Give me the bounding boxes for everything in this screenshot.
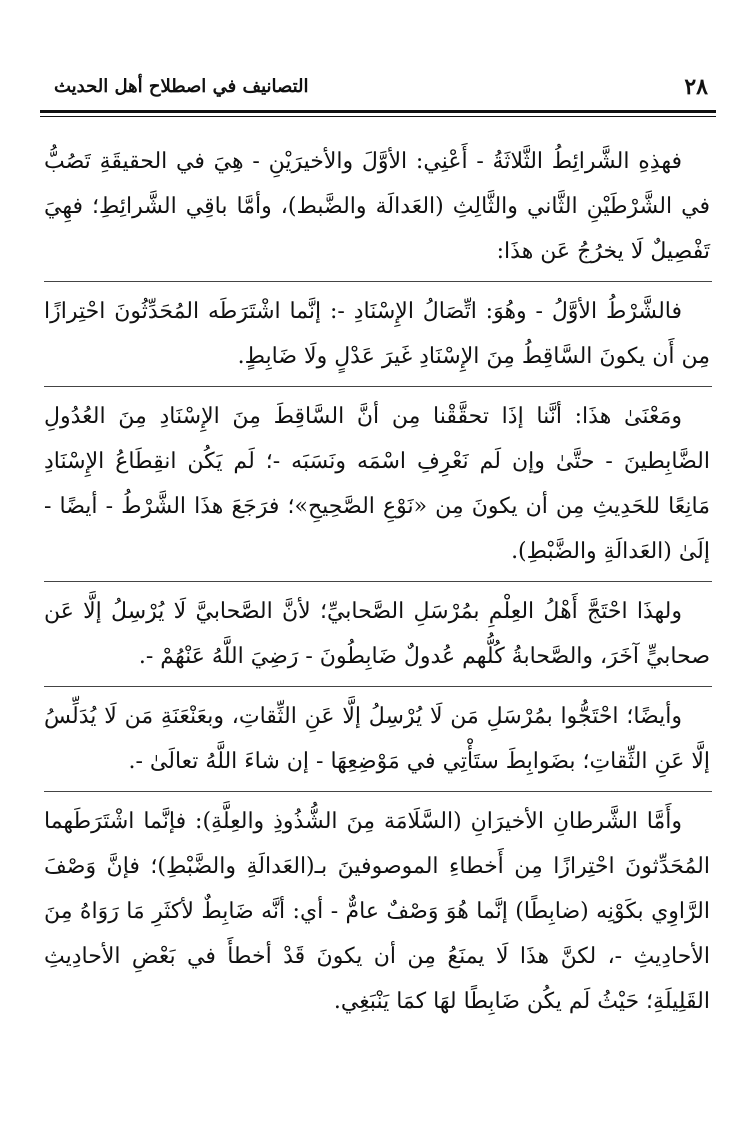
- paragraph-5: وأيضًا؛ احْتَجُّوا بمُرْسَلِ مَن لَا يُرْسِلُ إلَّا عَنِ الثِّقاتِ، وبعَنْعَنَةِ مَن لَا يُدَلِّسُ إلَّا عَنِ الثِّقاتِ؛ بضَوابِطَ ستَأْتِي في مَوْضِعِهَا - إن شاءَ اللَّهُ تعالَىٰ -.: [44, 704, 710, 774]
- paragraph-divider: [44, 281, 712, 282]
- paragraph-divider: [44, 791, 712, 792]
- paragraph-divider: [44, 581, 712, 582]
- paragraph-3: ومَعْنَىٰ هذَا: أنَّنا إذَا تحقَّقْنا مِن أنَّ السَّاقِطَ مِنَ الإِسْنَادِ مِنَ العُدُولِ الضَّابِطينَ - حتَّىٰ وإن لَم نَعْرِفِ اسْمَه ونَسَبَه -؛ لَم يَكُن انقِطَاعُ الإِسْنَادِ مَانِعًا للحَدِيثِ مِن أن يكونَ مِن «نَوْعِ الصَّحِيحِ»؛ فرَجَعَ هذَا الشَّرْطُ - أيضًا - إلَىٰ (العَدالَةِ والضَّبْطِ).: [44, 404, 711, 564]
- paragraph-2: فالشَّرْطُ الأوَّلُ - وهُوَ: اتِّصَالُ الإِسْنَادِ -: إنَّما اشْتَرَطَه المُحَدِّثُونَ احْتِرازًا مِن أَن يكونَ السَّاقِطُ مِنَ الإِسْنَادِ غَيرَ عَدْلٍ ولَا ضَابِطٍ.: [44, 299, 710, 369]
- book-page: [40, 70, 716, 1024]
- paragraph-1: فهذِهِ الشَّرائِطُ الثَّلاثَةُ - أَعْنِي: الأوَّلَ والأخيرَيْنِ - هِيَ في الحقيقَةِ تَصُبُّ في الشَّرْطَيْنِ الثَّاني والثَّالِثِ (العَدالَة والضَّبط)، وأمَّا باقِي الشَّرائِطِ؛ فهِيَ تَفْصِيلٌ لَا يخرُجُ عَن هذَا:: [44, 149, 710, 264]
- page-number: ٢٨: [684, 74, 708, 100]
- paragraph-divider: [44, 386, 712, 387]
- running-title: التصانيف في اصطلاح أهل الحديث: [54, 76, 309, 97]
- paragraph-divider: [44, 686, 712, 687]
- paragraph-4: ولهذَا احْتَجَّ أَهْلُ العِلْمِ بمُرْسَلِ الصَّحابيِّ؛ لأنَّ الصَّحابيَّ لَا يُرْسِلُ إلَّا عَن صحابيٍّ آخَرَ، والصَّحابةُ كُلُّهم عُدولٌ ضَابِطُونَ - رَضِيَ اللَّهُ عَنْهُمْ -.: [44, 599, 710, 669]
- header-rule-thick: [40, 110, 716, 113]
- page-header: [40, 70, 716, 110]
- paragraph-6: وأَمَّا الشَّرطانِ الأخيرَانِ (السَّلَامَة مِنَ الشُّذُوذِ والعِلَّةِ): فإنَّما اشْتَرَطَهما المُحَدِّثونَ احْتِرازًا مِن أَخطاءِ الموصوفينَ بـ(العَدالَةِ والضَّبْطِ)؛ فإنَّ وَصْفَ الرَّاوِي بكَوْنِه (ضابِطًا) إنَّما هُوَ وَصْفٌ عامٌّ - أي: أنَّه ضَابِطٌ لأكثَرِ مَا رَوَاهُ مِنَ الأحادِيثِ -، لكنَّ هذَا لَا يمنَعُ مِن أن يكونَ قَدْ أخطأَ في بَعْضِ الأحادِيثِ القَلِيلَةِ؛ حَيْثُ لَم يكُن ضَابِطًا لهَا كمَا يَنْبَغِي.: [44, 809, 710, 1014]
- header-rule-thin: [40, 116, 716, 117]
- page-body: [40, 139, 716, 1024]
